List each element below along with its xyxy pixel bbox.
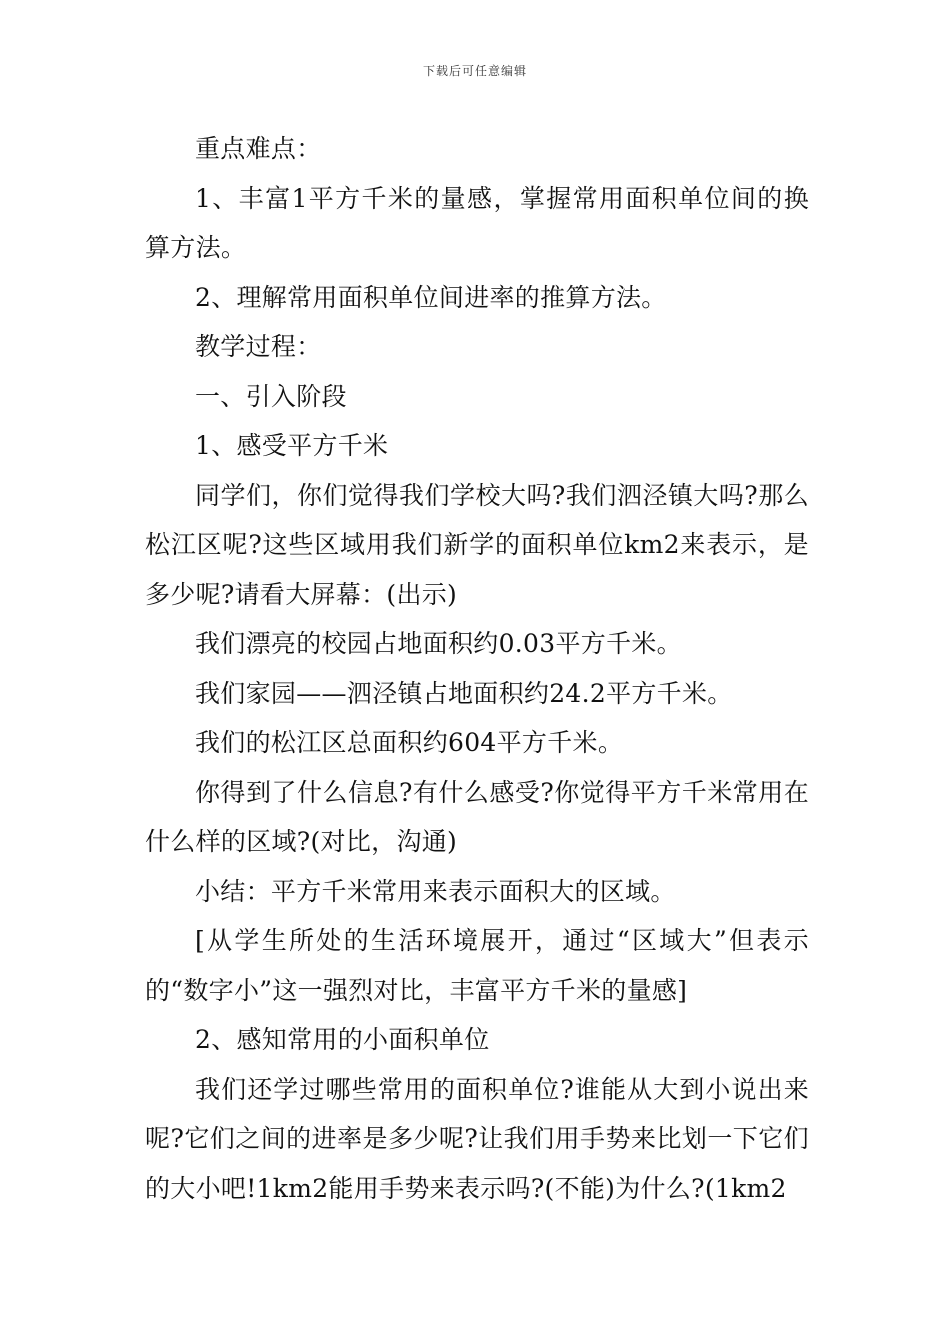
heading-teaching-process: 教学过程： (195, 332, 322, 361)
subsection-small-units: 2、感知常用的小面积单位 (195, 1025, 490, 1054)
paragraph-small-units-question: 我们还学过哪些常用的面积单位?谁能从大到小说出来呢?它们之间的进率是多少呢?让我们用手势来比划一下它们的大小吧!1km2能用手势来表示吗?(不能)为什么?(1km2 (145, 1074, 809, 1203)
paragraph-district-area: 我们的松江区总面积约604平方千米。 (195, 728, 624, 757)
section-intro-stage: 一、引入阶段 (195, 381, 347, 411)
paragraph-town-area: 我们家园——泗泾镇占地面积约24.2平方千米。 (195, 678, 733, 708)
heading-key-points: 重点难点： (195, 134, 322, 163)
key-point-1: 1、丰富1平方千米的量感，掌握常用面积单位间的换算方法。 (145, 183, 809, 262)
paragraph-question-areas: 同学们，你们觉得我们学校大吗?我们泗泾镇大吗?那么松江区呢?这些区域用我们新学的面积单位km2来表示，是多少呢?请看大屏幕：(出示) (145, 480, 809, 609)
key-point-2: 2、理解常用面积单位间进率的推算方法。 (195, 282, 667, 312)
subsection-feel-square-km: 1、感受平方千米 (195, 431, 389, 460)
paragraph-campus-area: 我们漂亮的校园占地面积约0.03平方千米。 (195, 629, 682, 658)
paragraph-reflection-question: 你得到了什么信息?有什么感受?你觉得平方千米常用在什么样的区域?(对比，沟通) (145, 777, 809, 856)
document-body (145, 124, 809, 1213)
paragraph-design-note: [从学生所处的生活环境展开，通过“区域大”但表示的“数字小”这一强烈对比，丰富平方千米的量感] (145, 926, 809, 1005)
paragraph-summary: 小结：平方千米常用来表示面积大的区域。 (195, 876, 676, 906)
page-header: 下载后可任意编辑 (422, 64, 527, 78)
